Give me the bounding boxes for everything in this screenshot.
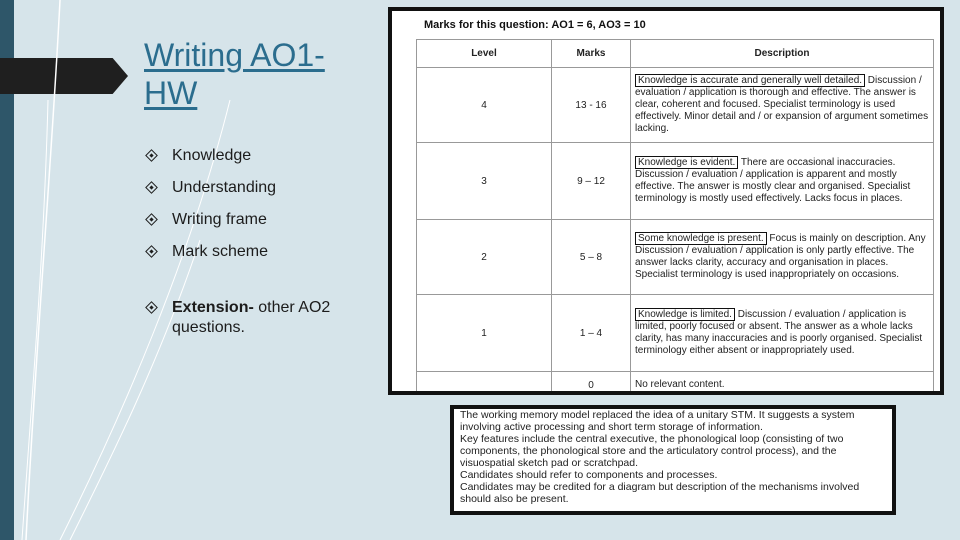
table-row	[417, 372, 934, 392]
highlighted-phrase: Some knowledge is present.	[635, 232, 767, 245]
description-cell: Knowledge is accurate and generally well detailed. Discussion / evaluation / application is thorough and effective. The answer is clear, coherent and focused. Specialist terminology is used effectively. Minor detail and / or expansion of argument sometimes lacking.	[631, 68, 934, 143]
bullet-list	[144, 146, 384, 350]
bullet-mark-scheme: Mark scheme	[144, 242, 384, 262]
bullet-understanding: Understanding	[144, 178, 384, 198]
level-cell	[417, 372, 552, 392]
bullet-extension: Extension- other AO2 questions.	[144, 298, 384, 338]
mark-scheme-image	[388, 7, 944, 395]
table-row	[417, 143, 934, 220]
diamond-bullet-icon	[145, 181, 158, 194]
table-row	[417, 220, 934, 295]
diamond-bullet-icon	[145, 245, 158, 258]
header-marks: Marks	[552, 40, 631, 68]
description-cell: Some knowledge is present. Focus is mainly on description. Any Discussion / evaluation / application is only partly effective. The answer lacks clarity, accuracy and organisation in places. Specialist terminology is used inappropriately on occasions.	[631, 220, 934, 295]
guidance-image	[450, 405, 896, 515]
table-header-row	[417, 40, 934, 68]
diamond-bullet-icon	[145, 149, 158, 162]
diamond-bullet-icon	[145, 213, 158, 226]
bullet-writing-frame: Writing frame	[144, 210, 384, 230]
marks-cell: 13 - 16	[552, 68, 631, 143]
mark-scheme-table	[416, 39, 934, 391]
marks-cell: 1 – 4	[552, 295, 631, 372]
header-description: Description	[631, 40, 934, 68]
level-cell: 2	[417, 220, 552, 295]
guidance-line: Candidates may be credited for a diagram but description of the mechanisms involved should also be present.	[460, 481, 860, 505]
table-row	[417, 68, 934, 143]
level-cell: 1	[417, 295, 552, 372]
slide-title: Writing AO1- HW	[144, 37, 325, 111]
description-cell: No relevant content.	[631, 372, 934, 392]
highlighted-phrase: Knowledge is limited.	[635, 308, 735, 321]
bullet-knowledge: Knowledge	[144, 146, 384, 166]
guidance-line: Key features include the central executive, the phonological loop (consisting of two components, the phonological store and the articulatory control process), and the visuospatial sketch pad or scratchpad.	[460, 433, 844, 469]
header-level: Level	[417, 40, 552, 68]
marks-cell: 5 – 8	[552, 220, 631, 295]
level-cell: 3	[417, 143, 552, 220]
guidance-line: Candidates should refer to components and processes.	[460, 469, 718, 481]
description-cell: Knowledge is limited. Discussion / evaluation / application is limited, poorly focused or absent. The answer as a whole lacks clarity, has many inaccuracies and is poorly organised. Specialist terminology either absent or inappropriately used.	[631, 295, 934, 372]
table-row	[417, 295, 934, 372]
highlighted-phrase: Knowledge is evident.	[635, 156, 738, 169]
marks-cell: 9 – 12	[552, 143, 631, 220]
description-cell: Knowledge is evident. There are occasional inaccuracies. Discussion / evaluation / application is apparent and mostly effective. The answer is mostly clear and organised. Specialist terminology is mostly used effectively. Lacks focus in places.	[631, 143, 934, 220]
marks-cell: 0	[552, 372, 631, 392]
guidance-line: The working memory model replaced the idea of a unitary STM. It suggests a system involving active processing and short term storage of information.	[460, 409, 855, 433]
level-cell: 4	[417, 68, 552, 143]
diamond-bullet-icon	[145, 301, 158, 314]
mark-scheme-heading: Marks for this question: AO1 = 6, AO3 = 10	[424, 19, 646, 31]
highlighted-phrase: Knowledge is accurate and generally well detailed.	[635, 74, 865, 87]
